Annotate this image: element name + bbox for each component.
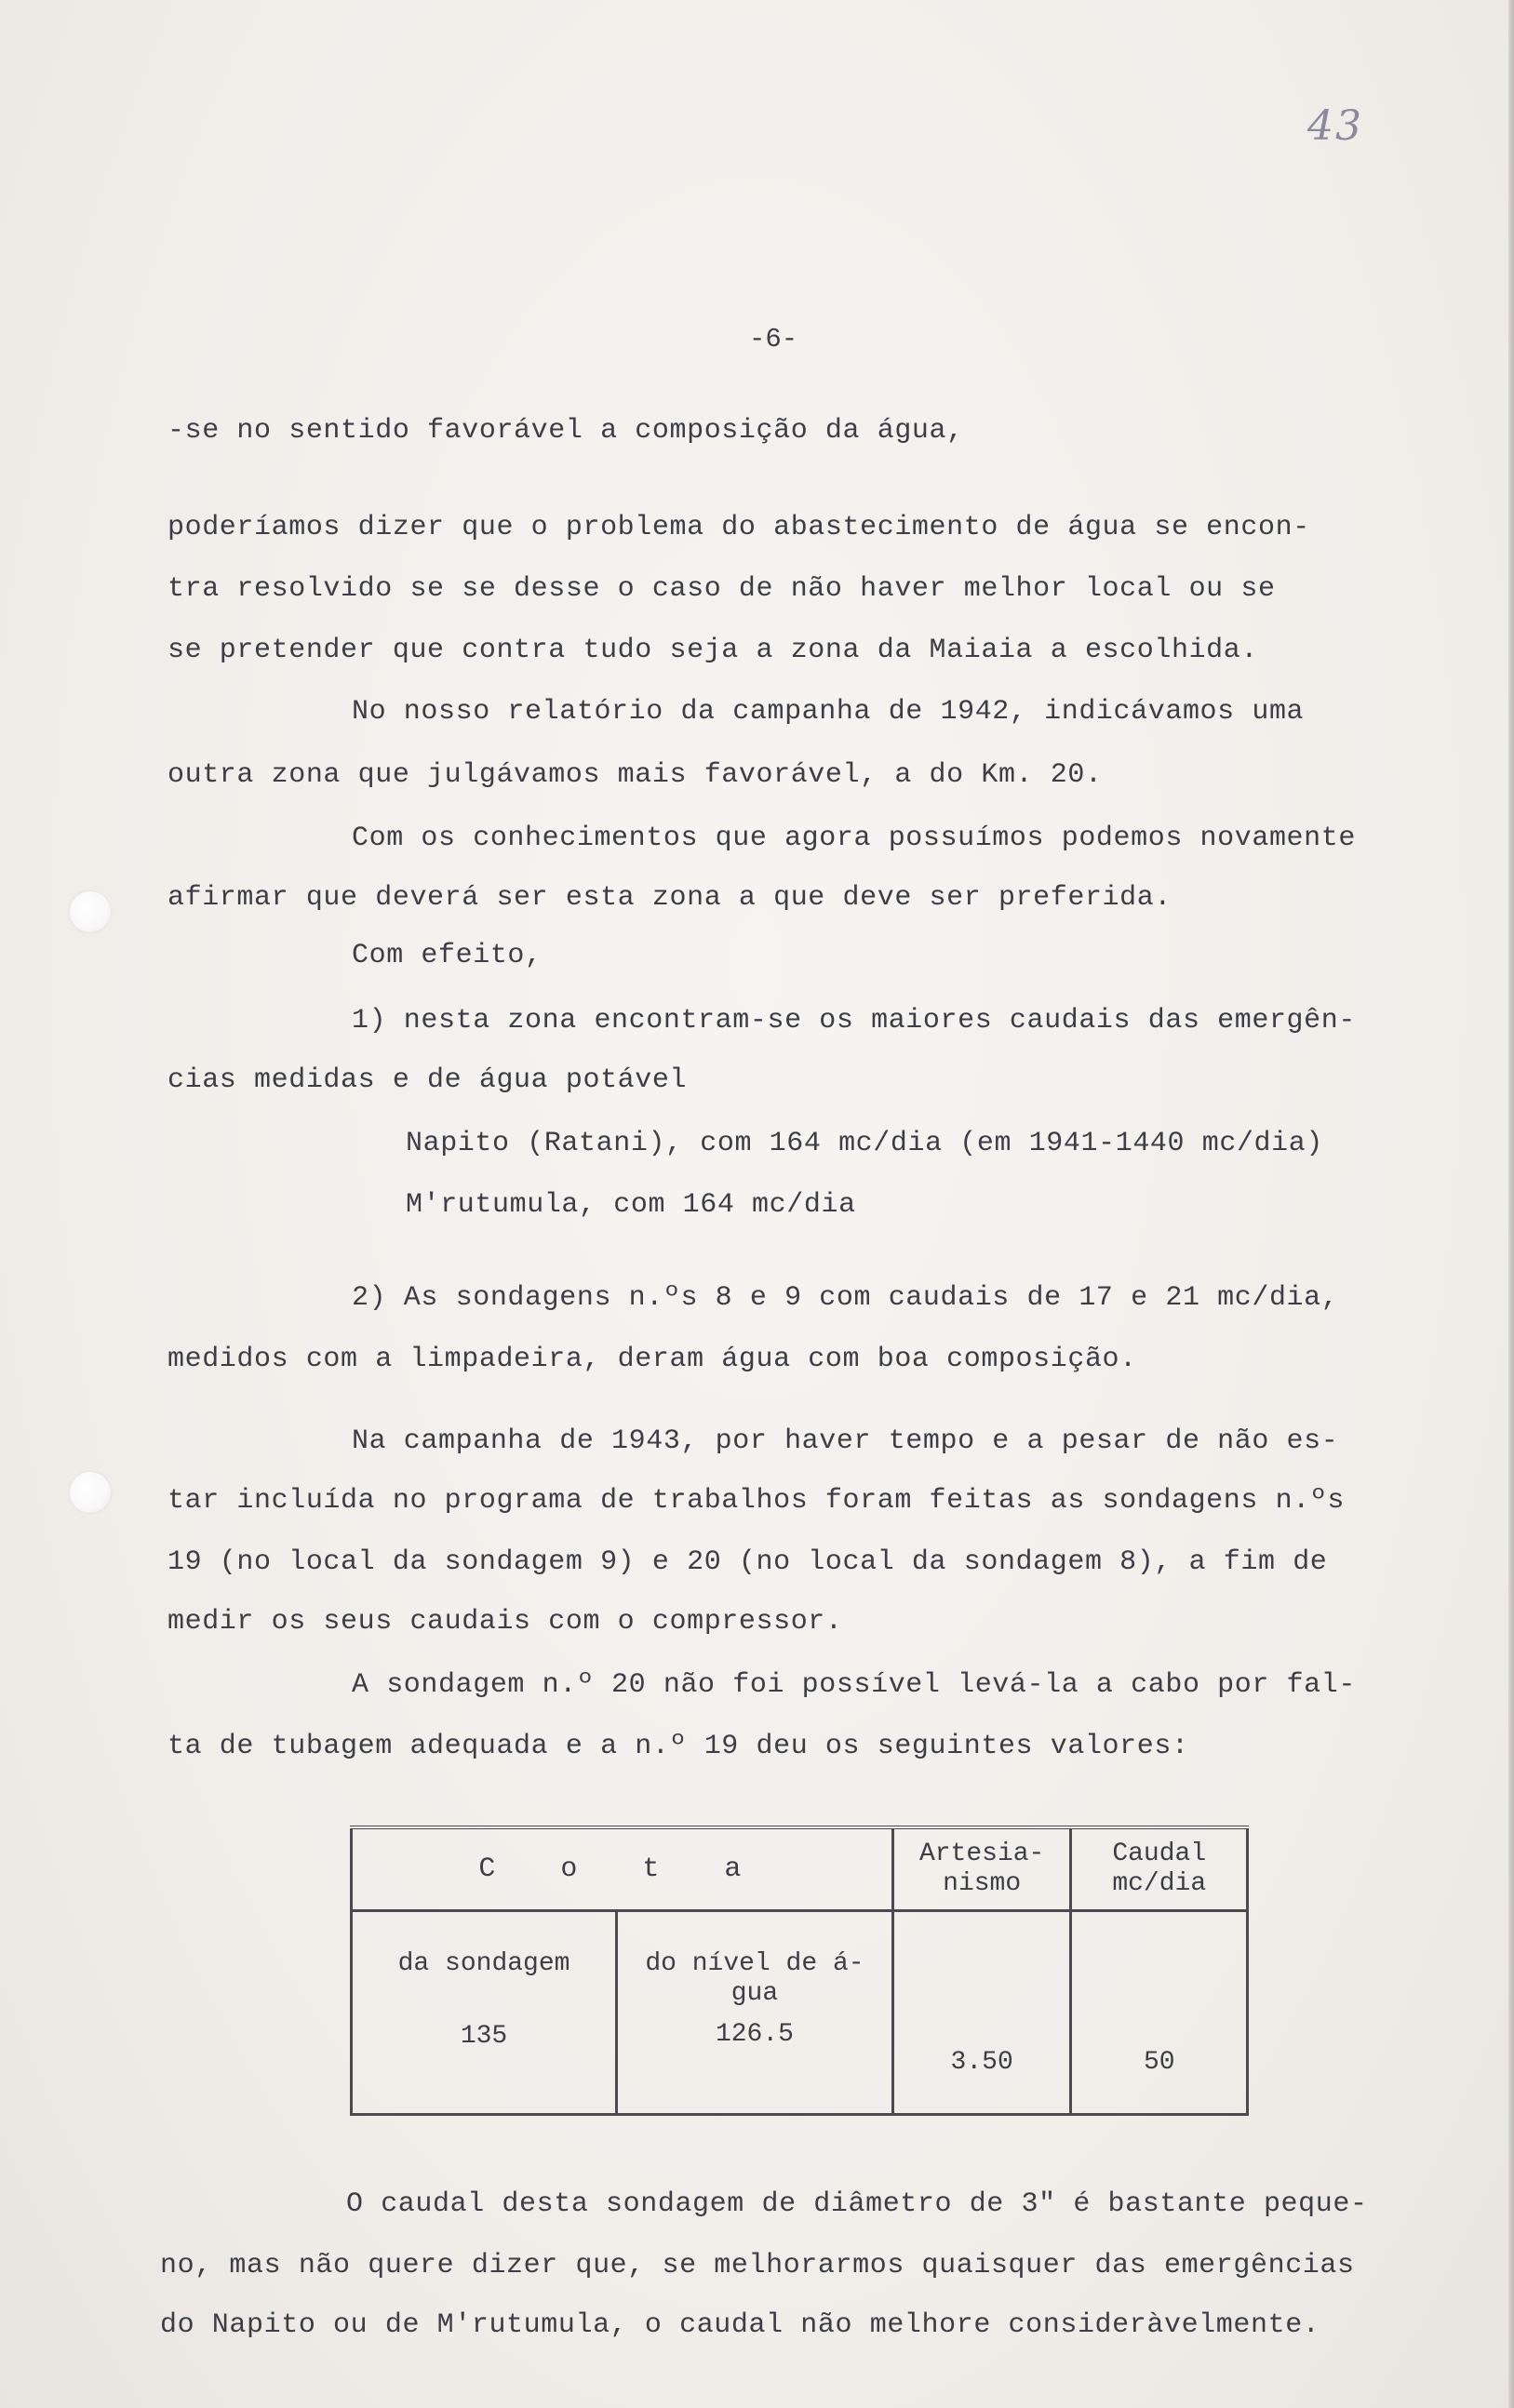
text-line: medir os seus caudais com o compressor. bbox=[167, 1606, 843, 1638]
text-line: no, mas não quere dizer que, se melhorarmos quaisquer das emergências bbox=[160, 2250, 1355, 2281]
text-line: M'rutumula, com 164 mc/dia bbox=[406, 1189, 856, 1221]
text-line: outra zona que julgávamos mais favorável, a do Km. 20. bbox=[167, 759, 1103, 791]
value-caudal: 50 bbox=[1071, 1911, 1248, 2115]
text-line: Com os conhecimentos que agora possuímos podemos novamente bbox=[352, 823, 1356, 854]
text-line: cias medidas e de água potável bbox=[167, 1064, 688, 1096]
text-line: 1) nesta zona encontram-se os maiores caudais das emergên- bbox=[352, 1005, 1356, 1037]
text-line: se pretender que contra tudo seja a zona da Maiaia a escolhida. bbox=[167, 635, 1258, 666]
subheader-sondagem: da sondagem bbox=[397, 1949, 570, 1978]
text-line: Na campanha de 1943, por haver tempo e a pesar de não es- bbox=[352, 1425, 1339, 1457]
text-line: afirmar que deverá ser esta zona a que deve ser preferida. bbox=[167, 882, 1172, 914]
text-line: 2) As sondagens n.ºs 8 e 9 com caudais de 17 e 21 mc/dia, bbox=[352, 1282, 1339, 1314]
header-caudal: Caudal mc/dia bbox=[1071, 1827, 1248, 1911]
text-line: A sondagem n.º 20 não foi possível levá-la a cabo por fal- bbox=[352, 1669, 1356, 1701]
text-line: Napito (Ratani), com 164 mc/dia (em 1941-1440 mc/dia) bbox=[406, 1128, 1323, 1159]
text-line: poderíamos dizer que o problema do abastecimento de água se encon- bbox=[167, 512, 1310, 543]
text-line: O caudal desta sondagem de diâmetro de 3" é bastante peque- bbox=[346, 2188, 1368, 2220]
value-artesianismo: 3.50 bbox=[892, 1911, 1071, 2115]
text-line: tra resolvido se se desse o caso de não haver melhor local ou se bbox=[167, 573, 1276, 605]
text-line: ta de tubagem adequada e a n.º 19 deu os seguintes valores: bbox=[167, 1731, 1189, 1762]
text-line: tar incluída no programa de trabalhos foram feitas as sondagens n.ºs bbox=[167, 1485, 1345, 1517]
subheader-nivel: do nível de á- gua bbox=[645, 1949, 864, 2009]
text-line: 19 (no local da sondagem 9) e 20 (no local da sondagem 8), a fim de bbox=[167, 1546, 1328, 1578]
cell-nivel bbox=[617, 1911, 893, 2115]
text-line: medidos com a limpadeira, deram água com boa composição. bbox=[167, 1344, 1137, 1375]
results-table bbox=[350, 1826, 1249, 2116]
cell-sondagem bbox=[352, 1911, 617, 2115]
text-line: -se no sentido favorável a composição da água, bbox=[167, 415, 964, 447]
handwritten-page-number: 43 bbox=[1307, 102, 1363, 150]
text-line: Com efeito, bbox=[352, 940, 543, 971]
value-sondagem: 135 bbox=[460, 2022, 508, 2052]
text-line: do Napito ou de M'rutumula, o caudal não melhore consideràvelmente. bbox=[160, 2309, 1320, 2341]
header-artesianismo: Artesia- nismo bbox=[892, 1827, 1071, 1911]
punch-hole-top bbox=[70, 891, 111, 932]
value-nivel: 126.5 bbox=[715, 2020, 794, 2050]
text-line: No nosso relatório da campanha de 1942, indicávamos uma bbox=[352, 696, 1305, 728]
punch-hole-bottom bbox=[70, 1472, 111, 1513]
page-number: -6- bbox=[749, 324, 798, 355]
header-cota: C o t a bbox=[352, 1827, 893, 1911]
page-edge bbox=[1508, 0, 1514, 2408]
